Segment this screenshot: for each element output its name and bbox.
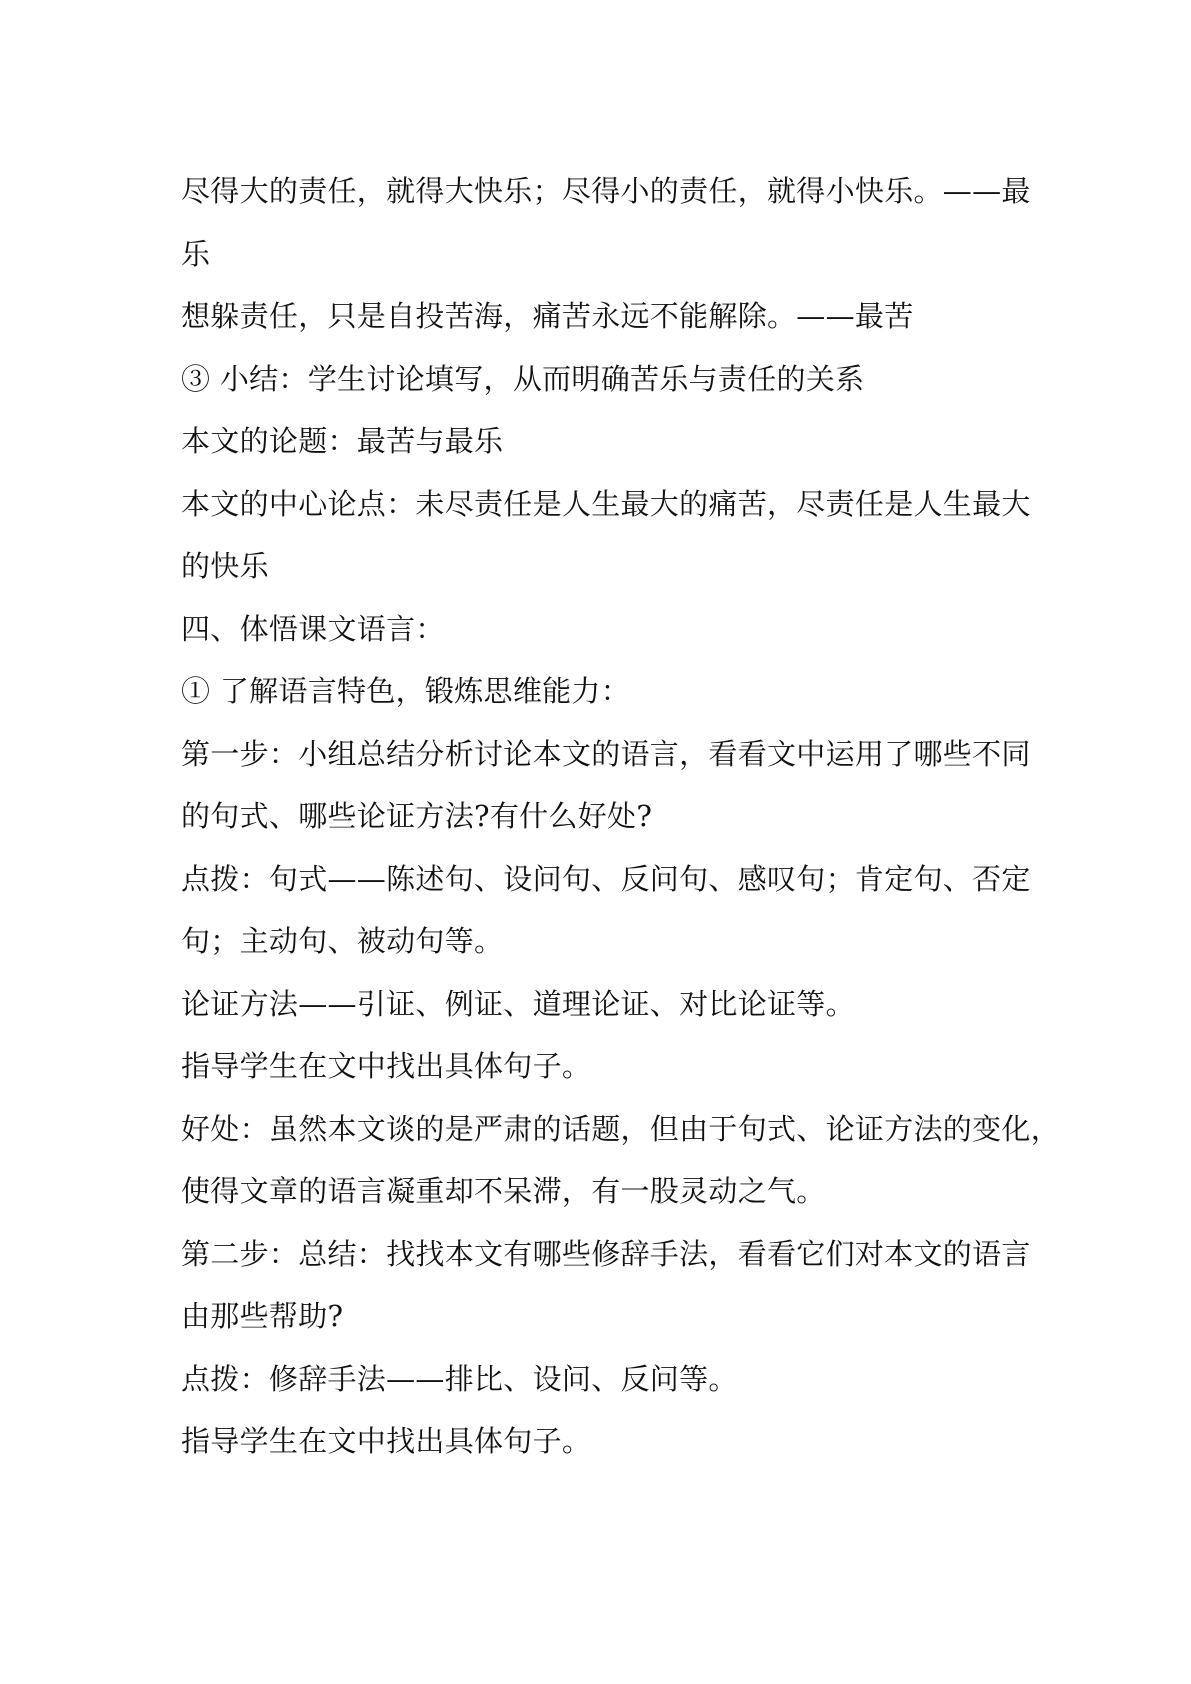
argument-methods-line: 论证方法——引证、例证、道理论证、对比论证等。: [181, 986, 855, 1021]
document-body: [181, 160, 1061, 1473]
text-line: 的快乐: [181, 549, 269, 583]
step-one-line: 第一步：小组总结分析讨论本文的语言，看看文中运用了哪些不同: [181, 736, 1031, 771]
text-line: 想躲责任，只是自投苦海，痛苦永远不能解除。——最苦: [181, 299, 914, 333]
guidance-line: 指导学生在文中找出具体句子。: [181, 1424, 592, 1458]
hint-line: 点拨：句式——陈述句、设问句、反问句、感叹句；肯定句、否定: [181, 861, 1031, 896]
topic-line: 本文的论题：最苦与最乐: [181, 424, 504, 458]
text-line: 乐: [181, 236, 211, 271]
summary-line: ③ 小结：学生讨论填写，从而明确苦乐与责任的关系: [181, 361, 865, 396]
text-line: 的句式、哪些论证方法?有什么好处?: [181, 799, 653, 833]
text-line: 尽得大的责任，就得大快乐；尽得小的责任，就得小快乐。——最: [181, 174, 1031, 208]
thesis-line: 本文的中心论点：未尽责任是人生最大的痛苦，尽责任是人生最大: [181, 486, 1031, 521]
step-two-line: 第二步：总结：找找本文有哪些修辞手法，看看它们对本文的语言: [181, 1236, 1031, 1271]
text-line: 句；主动句、被动句等。: [181, 924, 504, 958]
guidance-line: 指导学生在文中找出具体句子。: [181, 1049, 592, 1083]
subsection-heading: ① 了解语言特色，锻炼思维能力：: [181, 674, 631, 708]
text-line: 由那些帮助?: [181, 1299, 344, 1333]
benefit-line: 好处：虽然本文谈的是严肃的话题，但由于句式、论证方法的变化，: [181, 1111, 1061, 1146]
text-line: 使得文章的语言凝重却不呆滞，有一股灵动之气。: [181, 1174, 826, 1208]
section-heading: 四、体悟课文语言：: [181, 611, 445, 646]
hint-line: 点拨：修辞手法——排比、设问、反问等。: [181, 1361, 738, 1396]
